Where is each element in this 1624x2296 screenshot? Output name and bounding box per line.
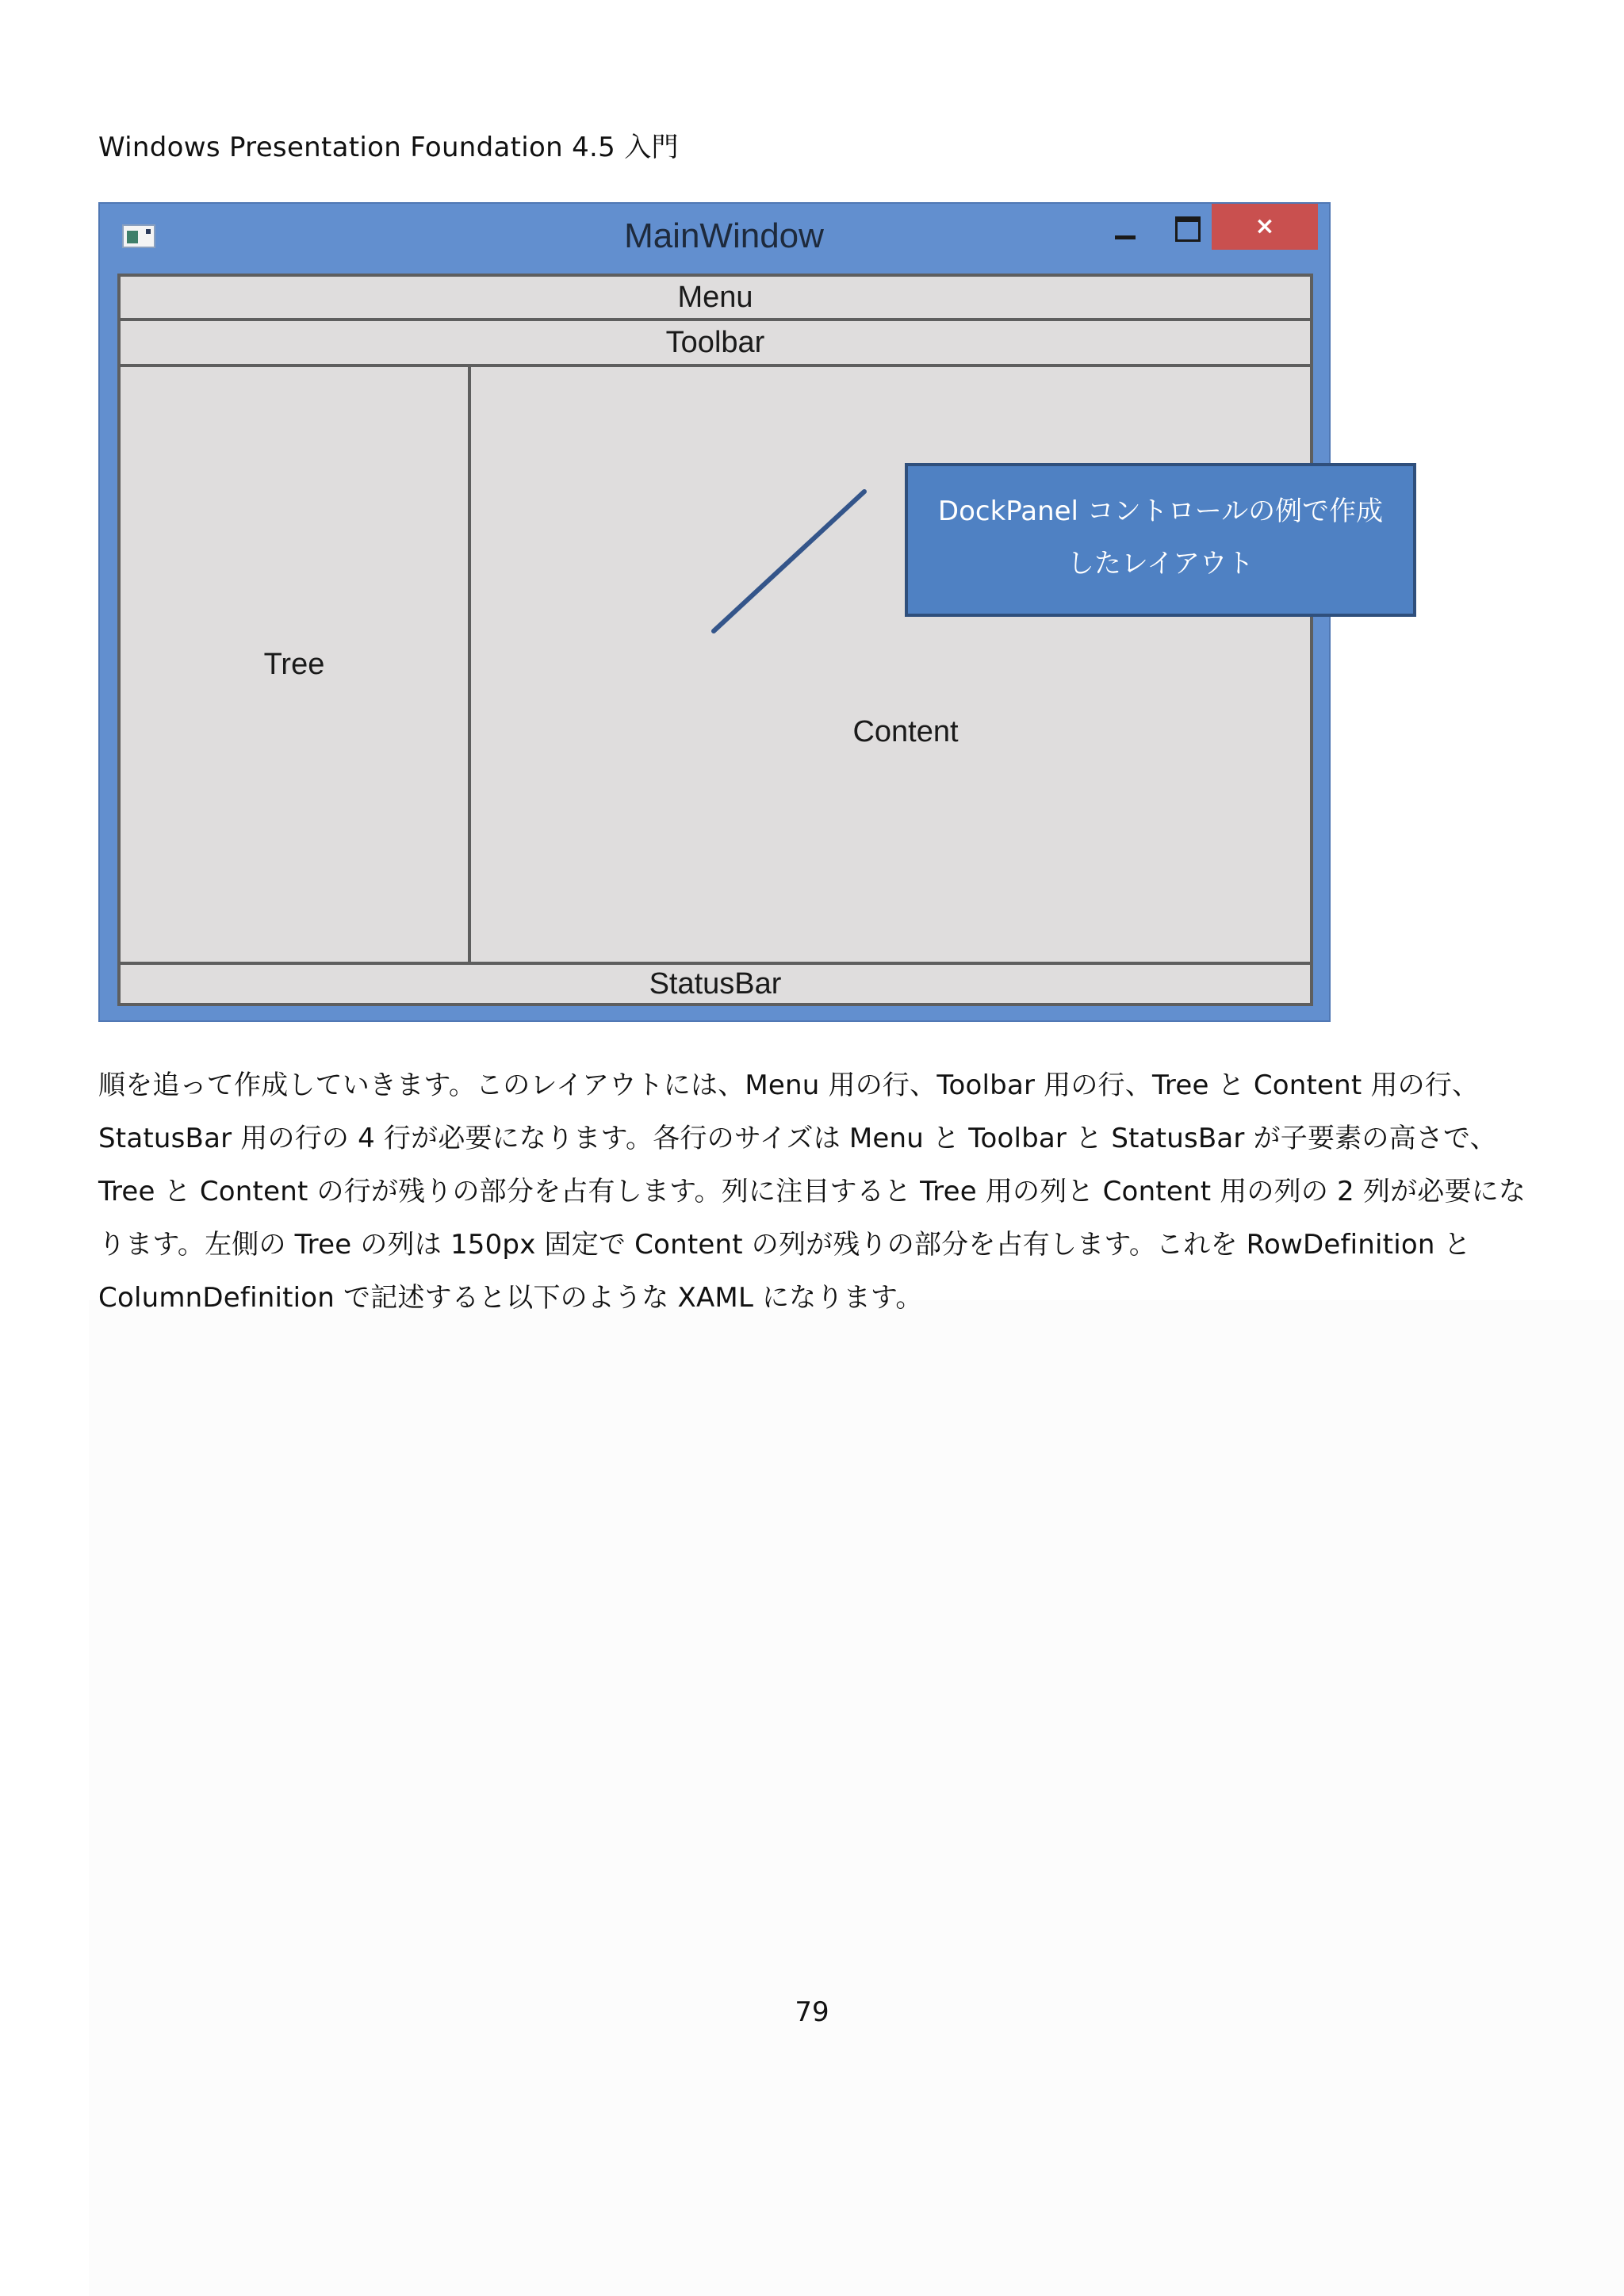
- page-background-tint: [89, 1300, 1624, 2296]
- body-line: ColumnDefinition で記述すると以下のような XAML になります。: [98, 1282, 923, 1314]
- toolbar-label: Toolbar: [665, 325, 765, 359]
- window-title: MainWindow: [624, 216, 824, 255]
- minimize-icon: [1096, 204, 1147, 251]
- running-header: Windows Presentation Foundation 4.5 入門: [98, 132, 679, 163]
- menu-label: Menu: [677, 280, 753, 314]
- body-line: 順を追って作成していきます。このレイアウトには、Menu 用の行、Toolbar 用の行、Tree と Content 用の行、: [98, 1070, 1480, 1101]
- menu-region: [117, 274, 1313, 321]
- content-region: [468, 364, 1313, 965]
- maximize-icon: [1158, 204, 1208, 251]
- callout-line-2: したレイアウト: [1067, 548, 1254, 580]
- page-number: 79: [795, 1996, 829, 2028]
- body-paragraph: [98, 1059, 1534, 1325]
- callout-pointer-line: [714, 492, 864, 631]
- close-icon: ×: [1212, 204, 1318, 250]
- toolbar-region: [117, 318, 1313, 367]
- statusbar-region: [117, 962, 1313, 1006]
- tree-region: [117, 364, 471, 965]
- callout-line-1: DockPanel コントロールの例で作成: [937, 496, 1384, 527]
- content-label: Content: [852, 715, 959, 748]
- body-line: ります。左側の Tree の列は 150px 固定で Content の列が残りの部分を占有します。これを RowDefinition と: [98, 1229, 1471, 1261]
- window-title-bar: [100, 204, 1329, 274]
- callout-box: [905, 463, 1416, 617]
- tree-label: Tree: [263, 647, 325, 681]
- body-line: StatusBar 用の行の 4 行が必要になります。各行のサイズは Menu と Toolbar と StatusBar が子要素の高さで、: [98, 1123, 1497, 1154]
- window-client-area: [117, 274, 1313, 1006]
- statusbar-label: StatusBar: [649, 966, 782, 1001]
- body-line: Tree と Content の行が残りの部分を占有します。列に注目すると Tree 用の列と Content 用の列の 2 列が必要にな: [98, 1176, 1526, 1207]
